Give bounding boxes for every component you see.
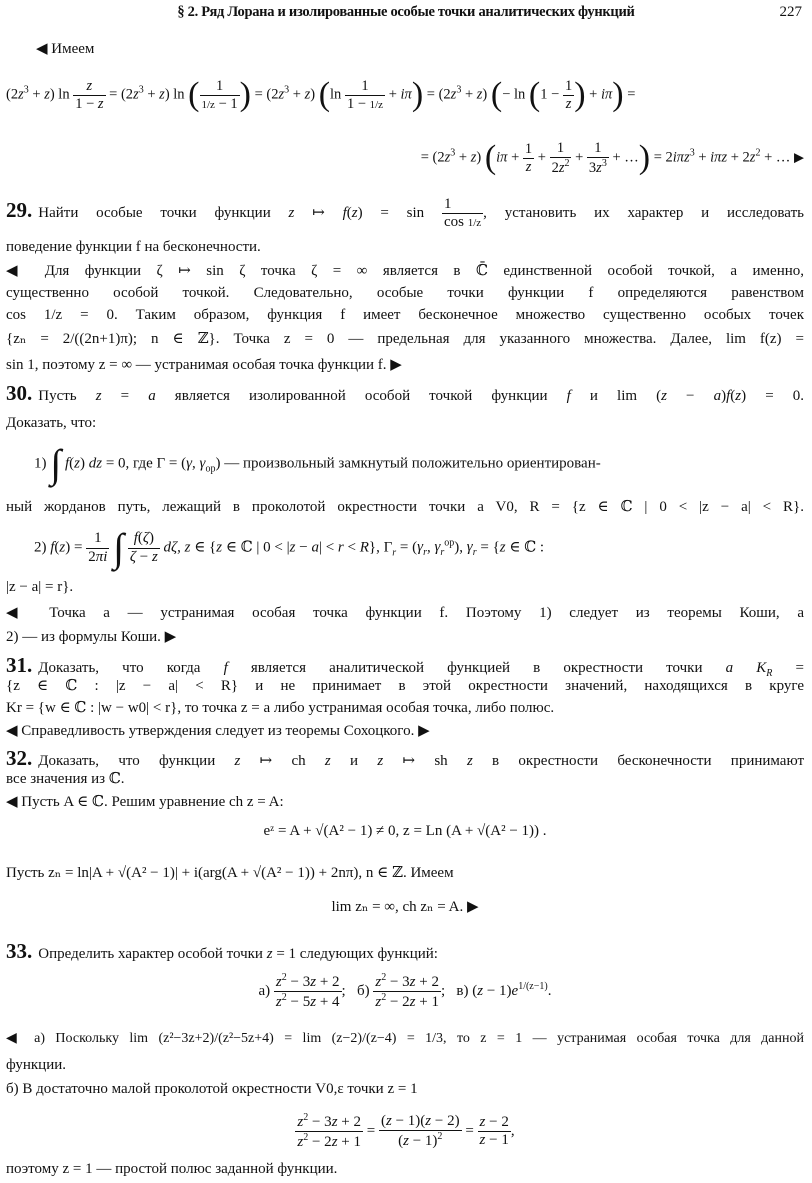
text-line: существенно особой точкой. Следовательно, особые точки функции f определяются равенством (6, 285, 804, 301)
running-header (0, 4, 812, 26)
problem-number: 33. (6, 939, 33, 963)
text-line: ◀ Справедливость утверждения следует из теоремы Сохоцкого. ▶ (6, 723, 430, 739)
text-line: Kr = {w ∈ ℂ : |w − w0| < r}, то точка z = a либо устранимая особая точка, либо полюс. (6, 700, 555, 716)
section-title: § 2. Ряд Лорана и изолированные особые точки аналитических функций (177, 4, 635, 20)
page-number: 227 (779, 4, 802, 20)
formula-line: lim zₙ = ∞, ch zₙ = A. ▶ (331, 899, 479, 915)
text-line: поэтому z = 1 — простой полюс заданной функции. (6, 1161, 338, 1177)
text-line: ◀ Для функции ζ ↦ sin ζ точка ζ = ∞ является в ℂ̄ единственной особой точкой, а именно, (6, 263, 804, 279)
text-line: 2) — из формулы Коши. ▶ (6, 629, 177, 645)
problem-number: 32. (6, 746, 33, 770)
problem-30: 30. Пусть z = a является изолированной особой точкой функции f и lim (z − a)f(z) = 0. (6, 381, 804, 405)
problem-number: 29. (6, 198, 33, 223)
text-line: ◀ Точка a — устранимая особая точка функции f. Поэтому 1) следует из теоремы Коши, а (6, 605, 804, 621)
text-line: ◀ Имеем (36, 41, 95, 57)
problem-31: 31. Доказать, что когда f является аналитической функцией в окрестности точки a $K_R$ = (6, 653, 804, 679)
formula-line: = $(2z^3 + z) (i\pi$ + $\frac{1}{z}$ + $\frac{1}{2z^2}$ + $\frac{1}{3z^3}$ + …) = $2i\pi z^3 + i\pi z + 2z^2$ + … ▶ (420, 138, 804, 176)
text-line: {zₙ = 2/((2n+1)π); n ∈ ℤ}. Точка z = 0 — предельная для указанного множества. Далее, lim f(z) = (6, 331, 804, 347)
text-line: ◀ Пусть A ∈ ℂ. Решим уравнение ch z = A: (6, 794, 284, 810)
text-line: sin 1, поэтому z = ∞ — устранимая особая точка функции f. ▶ (6, 357, 402, 373)
text-line: ный жорданов путь, лежащий в проколотой окрестности точки a V0, R = {z ∈ ℂ | 0 < |z − a| < R}. (6, 499, 804, 515)
formula-line: 2) f(z) = $\frac{1}{2\pi i}$ ∫ $\frac{f(\zeta)}{\zeta - z}$ dζ, z ∈ {z ∈ ℂ | 0 < |z − a| < r < R}, $\Gamma_r = (\gamma_r$, $\gamma_r^{op}$), $\gamma_r = \{z$ ∈ ℂ : (34, 525, 545, 570)
text-line: Доказать, что: (6, 415, 97, 431)
formula-line: $(2z^3 + z)$ ln $\frac{z}{1 - z}$ = $(2z^3 + z)$ ln ( $\frac{1}{1/z - 1}$ ) = $(2z^3 + z)$ (ln $\frac{1}{1 - 1/z}$ + $i\pi) = (2z^3 + z)$ (− ln (1 − $\frac{1}{z}$ ) + iπ) = (6, 75, 636, 113)
formula-line: $\frac{z^2 - 3z + 2}{z^2 - 2z + 1}$ = $\frac{(z - 1)(z - 2)}{(z - 1)^2}$ = $\frac{z - 2}{z - 1}$ , (297, 1112, 515, 1151)
text-line: все значения из ℂ. (6, 771, 125, 787)
text-line: {z ∈ ℂ : |z − a| < R} и не принимает в этой окрестности значений, находящихся в круге (6, 678, 804, 694)
problem-number: 30. (6, 381, 33, 405)
text-line: функции. (6, 1057, 66, 1073)
formula-line: 1) ∫ f(z) dz = 0, где Γ = (γ, $\gamma_{op}$) — произвольный замкнутый положительно ориентирован- (34, 441, 601, 486)
problem-32: 32. Доказать, что функции z ↦ ch z и z ↦ sh z в окрестности бесконечности принимают (6, 746, 805, 770)
formula-line: а) $\frac{z^2 - 3z + 2}{z^2 - 5z + 4}$ ; б) $\frac{z^2 - 3z + 2}{z^2 - 2z + 1}$ ; в) $(z - 1)e^{1/(z-1)}$. (258, 972, 552, 1011)
text-line: поведение функции f на бесконечности. (6, 239, 261, 255)
problem-number: 31. (6, 653, 33, 677)
text-line: б) В достаточно малой проколотой окрестности V0,ε точки z = 1 (6, 1081, 418, 1097)
text-line: cos 1/z = 0. Таким образом, функция f имеет бесконечное множество существенно особых точек (6, 307, 804, 323)
formula-line: eᶻ = A + √(A² − 1) ≠ 0, z = Ln (A + √(A² − 1)) . (263, 823, 547, 839)
problem-33: 33. Определить характер особой точки z = 1 следующих функций: (6, 939, 438, 963)
text-line: |z − a| = r}. (6, 579, 74, 595)
text-line: Пусть zₙ = ln|A + √(A² − 1)| + i(arg(A + √(A² − 1)) + 2nπ), n ∈ ℤ. Имеем (6, 865, 454, 881)
text-line: ◀ а) Поскольку lim (z²−3z+2)/(z²−5z+4) = lim (z−2)/(z−4) = 1/3, то z = 1 — устранимая особая точка для данной (6, 1031, 804, 1046)
problem-29: 29. Найти особые точки функции z ↦ f(z) = sin $\frac{1}{\cos 1/z}$ , установить их характер и исследовать (6, 196, 804, 231)
